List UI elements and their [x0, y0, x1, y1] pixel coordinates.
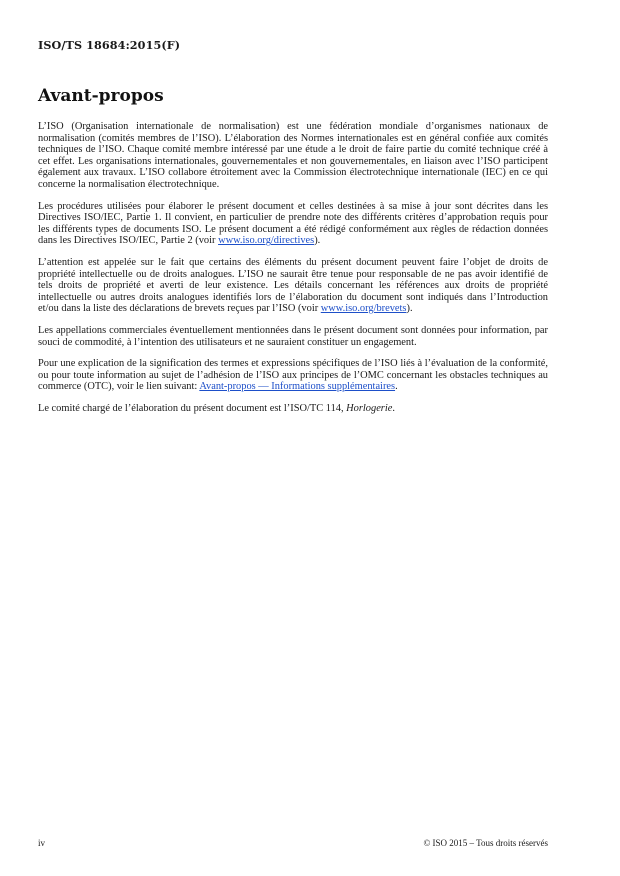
paragraph-patents-text: L’attention est appelée sur le fait que certains des éléments du présent document peuvent faire l’objet de droits de propriété intellectuelle ou de droits analogues. L’ISO ne saurait être tenue pour responsable de ne pas avoir identifié de tels droits de propriété et averti de leur existence. Les détails concernant les références aux droits de propriété intellectuelle ou autres droits analogues identifiés lors de l’élaboration du document sont indiqués dans l’Introduction et/ou dans la liste des déclarations de brevets reçues par l’ISO (voir: [38, 256, 548, 315]
paragraph-procedures: [38, 201, 548, 247]
paragraph-conformity: [38, 358, 548, 393]
paragraph-conformity-text: Pour une explication de la signification des termes et expressions spécifiques de l’ISO liés à l’évaluation de la conformité, ou pour toute information au sujet de l’adhésion de l’ISO aux principes de l’OMC concernant les obstacles techniques au commerce (OTC), voir le lien suivant:: [38, 358, 548, 393]
committee-name: Horlogerie: [346, 402, 393, 414]
paragraph-trade-names: Les appellations commerciales éventuellement mentionnées dans le présent document sont données pour information, par souci de commodité, à l’intention des utilisateurs et ne sauraient constituer un engagement.: [38, 324, 548, 348]
supplementary-info-link[interactable]: Avant-propos — Informations supplémentaires: [199, 381, 396, 393]
paragraph-committee: [38, 403, 548, 415]
paragraph-patents-end: ).: [406, 303, 413, 315]
paragraph-committee-text: Le comité chargé de l’élaboration du présent document est l’ISO/TC 114,: [38, 402, 347, 414]
paragraph-committee-end: .: [392, 402, 395, 414]
paragraph-iso-intro: L’ISO (Organisation internationale de normalisation) est une fédération mondiale d’organismes nationaux de normalisation (comités membres de l’ISO). L’élaboration des Normes internationales est en général confiée aux comités techniques de l’ISO. Chaque comité membre intéressé par une étude a le droit de faire partie du comité technique créé à cet effet. Les organisations internationales, gouvernementales et non gouvernementales, en liaison avec l’ISO participent également aux travaux. L’ISO collabore étroitement avec la Commission électrotechnique internationale (IEC) en ce qui concerne la normalisation électrotechnique.: [38, 121, 548, 190]
page-number: iv: [38, 838, 46, 848]
paragraph-patents: [38, 257, 548, 315]
paragraph-procedures-text: Les procédures utilisées pour élaborer le présent document et celles destinées à sa mise à jour sont décrites dans les Directives ISO/IEC, Partie 1. Il convient, en particulier de prendre note des différents critères d’approbation requis pour les différents types de documents ISO. Le présent document a été rédigé conformément aux règles de rédaction données dans les Directives ISO/IEC, Partie 2 (voir: [38, 200, 548, 247]
directives-link[interactable]: www.iso.org/directives: [218, 235, 315, 247]
copyright-notice: © ISO 2015 – Tous droits réservés: [423, 838, 548, 848]
patents-link[interactable]: www.iso.org/brevets: [320, 303, 407, 315]
paragraph-procedures-end: ).: [314, 235, 321, 247]
document-id-header: ISO/TS 18684:2015(F): [38, 38, 181, 52]
section-title: Avant-propos: [38, 86, 164, 106]
foreword-body: [38, 121, 548, 424]
paragraph-conformity-end: .: [395, 381, 398, 393]
